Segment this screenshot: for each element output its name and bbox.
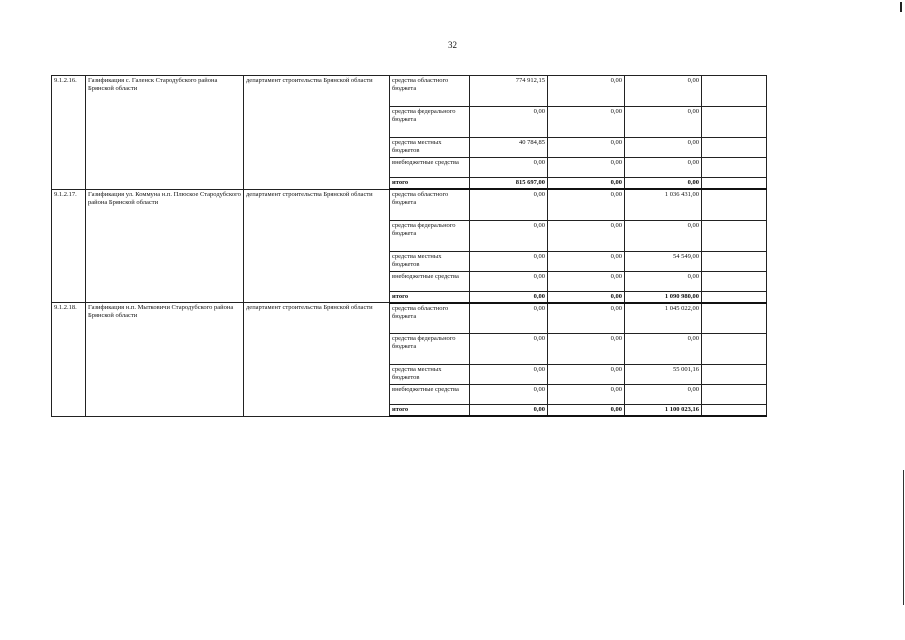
item-code: 9.1.2.16. bbox=[52, 76, 86, 190]
value-year-1: 0,00 bbox=[470, 271, 548, 291]
value-year-1: 0,00 bbox=[470, 334, 548, 365]
value-year-1: 0,00 bbox=[470, 251, 548, 271]
item-executor: департамент строительства Брянской области bbox=[244, 303, 390, 417]
value-year-2: 0,00 bbox=[548, 271, 625, 291]
funding-source: средства федерального бюджета bbox=[390, 107, 470, 138]
empty-cell bbox=[702, 271, 767, 291]
value-year-3: 0,00 bbox=[625, 76, 702, 107]
funding-source: средства местных бюджетов bbox=[390, 251, 470, 271]
empty-cell bbox=[702, 158, 767, 178]
value-year-3: 54 549,00 bbox=[625, 251, 702, 271]
value-year-2: 0,00 bbox=[548, 334, 625, 365]
item-name: Газификация с. Галенск Стародубского района Брянской области bbox=[86, 76, 244, 190]
table-body bbox=[52, 76, 767, 417]
funding-source: средства местных бюджетов bbox=[390, 138, 470, 158]
scan-mark bbox=[900, 2, 902, 12]
funding-source: внебюджетные средства bbox=[390, 385, 470, 405]
funding-source: внебюджетные средства bbox=[390, 271, 470, 291]
budget-table bbox=[51, 75, 767, 417]
funding-source: средства федерального бюджета bbox=[390, 334, 470, 365]
value-year-2: 0,00 bbox=[548, 178, 625, 190]
empty-cell bbox=[702, 189, 767, 220]
value-year-1: 0,00 bbox=[470, 107, 548, 138]
empty-cell bbox=[702, 334, 767, 365]
scan-edge-line bbox=[903, 470, 904, 605]
item-name: Газификация ул. Коммуна н.п. Плюское Стародубского района Брянской области bbox=[86, 189, 244, 303]
empty-cell bbox=[702, 178, 767, 190]
value-year-1: 0,00 bbox=[470, 220, 548, 251]
value-year-2: 0,00 bbox=[548, 291, 625, 303]
empty-cell bbox=[702, 365, 767, 385]
value-year-1: 0,00 bbox=[470, 405, 548, 417]
value-year-2: 0,00 bbox=[548, 138, 625, 158]
value-year-3: 0,00 bbox=[625, 271, 702, 291]
empty-cell bbox=[702, 251, 767, 271]
value-year-3: 0,00 bbox=[625, 138, 702, 158]
value-year-2: 0,00 bbox=[548, 385, 625, 405]
value-year-3: 0,00 bbox=[625, 107, 702, 138]
value-year-2: 0,00 bbox=[548, 220, 625, 251]
empty-cell bbox=[702, 291, 767, 303]
table-row bbox=[52, 189, 767, 220]
table-row bbox=[52, 303, 767, 334]
value-year-1: 40 784,85 bbox=[470, 138, 548, 158]
funding-source: итого bbox=[390, 291, 470, 303]
value-year-3: 1 036 431,00 bbox=[625, 189, 702, 220]
value-year-1: 815 697,00 bbox=[470, 178, 548, 190]
empty-cell bbox=[702, 220, 767, 251]
value-year-3: 0,00 bbox=[625, 220, 702, 251]
funding-source: итого bbox=[390, 405, 470, 417]
item-code: 9.1.2.18. bbox=[52, 303, 86, 417]
funding-source: внебюджетные средства bbox=[390, 158, 470, 178]
item-name: Газификация н.п. Мытковичи Стародубского района Брянской области bbox=[86, 303, 244, 417]
item-executor: департамент строительства Брянской области bbox=[244, 76, 390, 190]
funding-source: средства областного бюджета bbox=[390, 303, 470, 334]
value-year-2: 0,00 bbox=[548, 251, 625, 271]
value-year-2: 0,00 bbox=[548, 158, 625, 178]
empty-cell bbox=[702, 76, 767, 107]
funding-source: средства областного бюджета bbox=[390, 189, 470, 220]
value-year-1: 0,00 bbox=[470, 365, 548, 385]
value-year-1: 0,00 bbox=[470, 385, 548, 405]
item-executor: департамент строительства Брянской области bbox=[244, 189, 390, 303]
value-year-1: 0,00 bbox=[470, 291, 548, 303]
page-number: 32 bbox=[448, 40, 457, 50]
funding-source: средства областного бюджета bbox=[390, 76, 470, 107]
value-year-1: 774 912,15 bbox=[470, 76, 548, 107]
value-year-3: 0,00 bbox=[625, 385, 702, 405]
value-year-2: 0,00 bbox=[548, 303, 625, 334]
value-year-3: 1 045 022,00 bbox=[625, 303, 702, 334]
item-code: 9.1.2.17. bbox=[52, 189, 86, 303]
table-row bbox=[52, 76, 767, 107]
empty-cell bbox=[702, 405, 767, 417]
value-year-2: 0,00 bbox=[548, 405, 625, 417]
value-year-3: 55 001,16 bbox=[625, 365, 702, 385]
value-year-3: 0,00 bbox=[625, 178, 702, 190]
empty-cell bbox=[702, 107, 767, 138]
funding-source: итого bbox=[390, 178, 470, 190]
value-year-2: 0,00 bbox=[548, 107, 625, 138]
empty-cell bbox=[702, 303, 767, 334]
funding-source: средства местных бюджетов bbox=[390, 365, 470, 385]
value-year-1: 0,00 bbox=[470, 303, 548, 334]
value-year-3: 0,00 bbox=[625, 158, 702, 178]
value-year-3: 0,00 bbox=[625, 334, 702, 365]
empty-cell bbox=[702, 138, 767, 158]
value-year-2: 0,00 bbox=[548, 189, 625, 220]
value-year-3: 1 090 980,00 bbox=[625, 291, 702, 303]
funding-source: средства федерального бюджета bbox=[390, 220, 470, 251]
value-year-2: 0,00 bbox=[548, 76, 625, 107]
value-year-2: 0,00 bbox=[548, 365, 625, 385]
empty-cell bbox=[702, 385, 767, 405]
value-year-1: 0,00 bbox=[470, 158, 548, 178]
value-year-3: 1 100 023,16 bbox=[625, 405, 702, 417]
value-year-1: 0,00 bbox=[470, 189, 548, 220]
